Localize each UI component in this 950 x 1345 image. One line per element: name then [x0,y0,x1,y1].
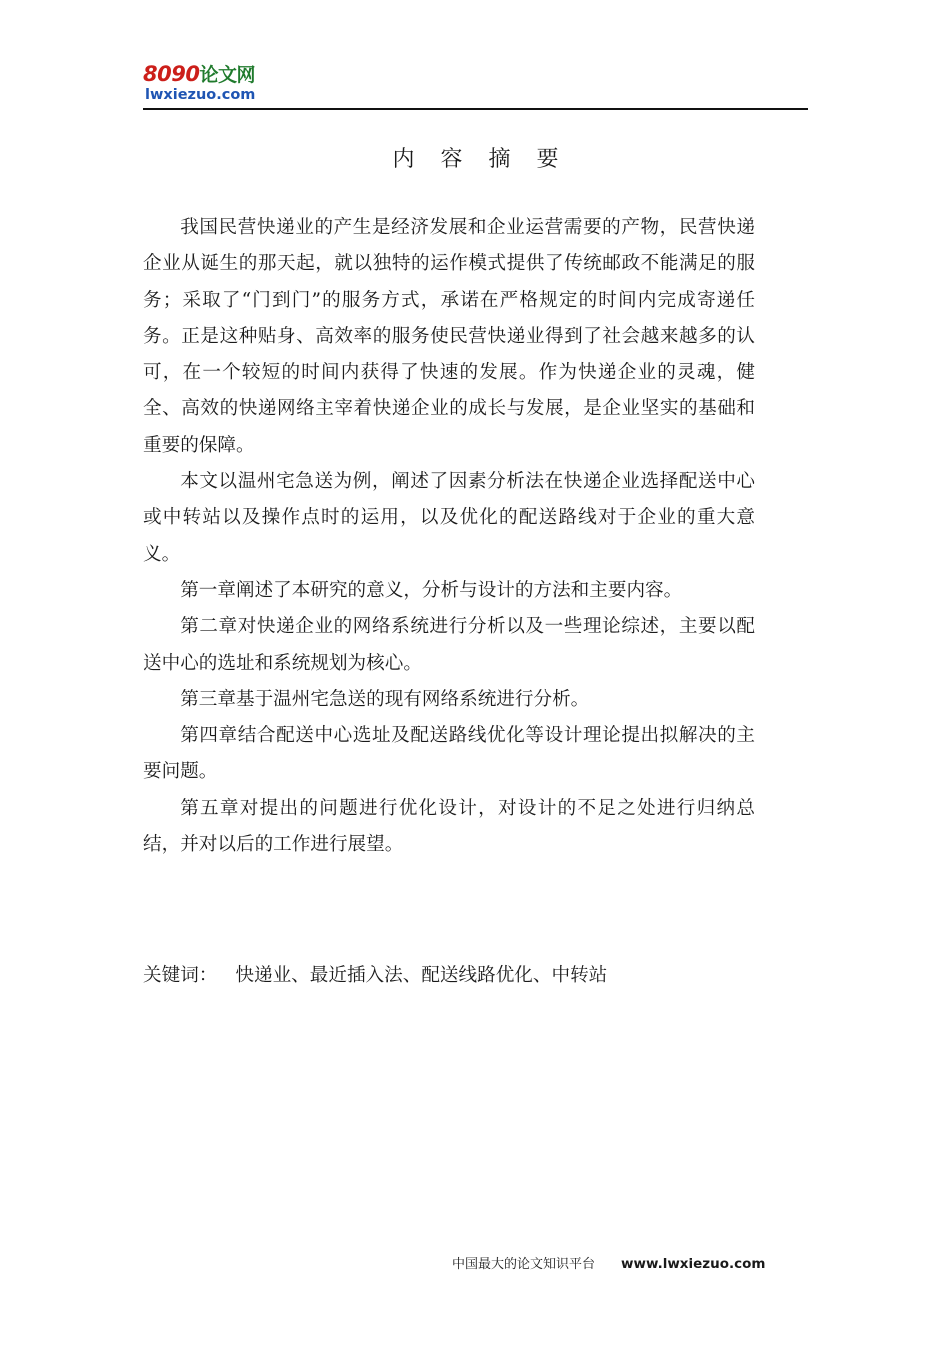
logo-chinese: 论文网 [199,64,255,86]
keywords-label: 关键词： [143,965,218,986]
abstract-body [143,210,755,863]
paragraph: 第三章基于温州宅急送的现有网络系统进行分析。 [180,688,590,710]
logo-number: 8090 [143,62,200,86]
page-footer [452,1252,808,1276]
footer-slogan: 中国最大的论文知识平台 [452,1257,596,1272]
paragraph: 第二章对快递企业的网络系统进行分析以及一些理论综述，主要以配送中心的选址和系统规划为核心。 [143,616,755,674]
page-title: 内容摘要 [392,147,585,172]
keywords-value: 快递业、最近插入法、配送线路优化、中转站 [235,965,608,986]
paragraph: 第五章对提出的问题进行优化设计，对设计的不足之处进行归纳总结，并对以后的工作进行展望。 [143,797,755,856]
paragraph: 第一章阐述了本研究的意义，分析与设计的方法和主要内容。 [180,579,683,601]
keywords-line [143,960,808,992]
footer-url-link[interactable]: www.lwxiezuo.com [621,1256,766,1272]
header-divider [143,108,808,110]
paragraph: 本文以温州宅急送为例，阐述了因素分析法在快递企业选择配送中心或中转站以及操作点时的运用，以及优化的配送路线对于企业的重大意义。 [143,471,755,565]
paragraph: 我国民营快递业的产生是经济发展和企业运营需要的产物，民营快递企业从诞生的那天起，就以独特的运作模式提供了传统邮政不能满足的服务；采取了“门到门”的服务方式，承诺在严格规定的时间内完成寄递任务。正是这种贴身、高效率的服务使民营快递业得到了社会越来越多的认可，在一个较短的时间内获得了快速的发展。作为快递企业的灵魂，健全、高效的快递网络主宰着快递企业的成长与发展，是企业坚实的基础和重要的保障。 [143,217,755,456]
site-logo [143,62,293,108]
logo-wordmark [143,62,255,87]
logo-domain: lwxiezuo.com [145,87,256,103]
paragraph: 第四章结合配送中心选址及配送路线优化等设计理论提出拟解决的主要问题。 [143,725,755,783]
